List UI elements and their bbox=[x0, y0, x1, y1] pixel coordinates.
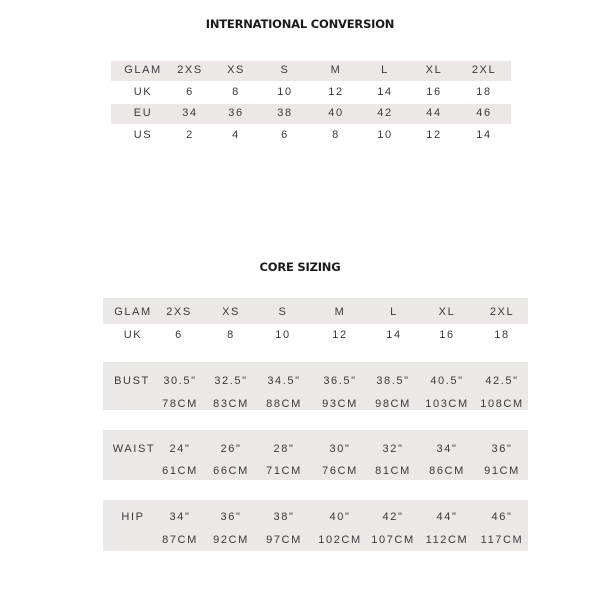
measurement-inches: 38" bbox=[273, 511, 295, 523]
measurement-cm: 76CM bbox=[322, 465, 358, 477]
core-row-label: GLAM bbox=[114, 306, 152, 318]
measurement-inches: 32.5" bbox=[214, 375, 248, 387]
core-header-cell: 6 bbox=[175, 329, 183, 341]
int-row-label: EU bbox=[133, 107, 153, 119]
int-cell: XL bbox=[425, 64, 443, 76]
core-header-cell: 14 bbox=[386, 329, 402, 341]
int-cell: 6 bbox=[186, 86, 194, 98]
int-cell: 16 bbox=[426, 86, 442, 98]
int-row-label: UK bbox=[133, 86, 153, 98]
international-conversion-title: INTERNATIONAL CONVERSION bbox=[205, 17, 395, 31]
int-cell: 18 bbox=[476, 86, 492, 98]
int-cell: M bbox=[330, 64, 342, 76]
measurement-cm: 93CM bbox=[322, 398, 358, 410]
measurement-cm: 112CM bbox=[425, 534, 469, 546]
int-cell: 2 bbox=[186, 129, 194, 141]
int-cell: 44 bbox=[426, 107, 442, 119]
measurement-label: HIP bbox=[121, 511, 145, 523]
int-cell: 36 bbox=[228, 107, 244, 119]
int-cell: 12 bbox=[426, 129, 442, 141]
core-header-cell: S bbox=[278, 306, 288, 318]
core-header-cell: XL bbox=[438, 306, 456, 318]
core-header-cell: M bbox=[334, 306, 346, 318]
measurement-cm: 86CM bbox=[429, 465, 465, 477]
measurement-cm: 71CM bbox=[266, 465, 302, 477]
int-cell: 38 bbox=[277, 107, 293, 119]
int-cell: 6 bbox=[281, 129, 289, 141]
core-header-cell: 18 bbox=[494, 329, 510, 341]
measurement-cm: 78CM bbox=[162, 398, 198, 410]
core-header-cell: 2XS bbox=[166, 306, 192, 318]
measurement-cm: 92CM bbox=[213, 534, 249, 546]
int-row-label: GLAM bbox=[124, 64, 162, 76]
int-cell: 10 bbox=[377, 129, 393, 141]
int-cell: 34 bbox=[182, 107, 198, 119]
measurement-label: BUST bbox=[114, 375, 150, 387]
measurement-cm: 98CM bbox=[375, 398, 411, 410]
int-row-label: US bbox=[133, 129, 153, 141]
measurement-cm: 103CM bbox=[425, 398, 469, 410]
core-sizing-title: CORE SIZING bbox=[259, 260, 341, 274]
measurement-cm: 81CM bbox=[375, 465, 411, 477]
measurement-cm: 102CM bbox=[318, 534, 362, 546]
measurement-inches: 34" bbox=[169, 511, 191, 523]
measurement-inches: 32" bbox=[382, 443, 404, 455]
core-header-cell: XS bbox=[222, 306, 240, 318]
int-cell: 4 bbox=[232, 129, 240, 141]
int-cell: 46 bbox=[476, 107, 492, 119]
int-cell: XS bbox=[227, 64, 245, 76]
core-header-cell: 16 bbox=[439, 329, 455, 341]
measurement-inches: 36.5" bbox=[323, 375, 357, 387]
core-header-cell: L bbox=[390, 306, 398, 318]
int-cell: 14 bbox=[476, 129, 492, 141]
measurement-inches: 46" bbox=[491, 511, 513, 523]
measurement-inches: 40" bbox=[329, 511, 351, 523]
measurement-inches: 30.5" bbox=[163, 375, 197, 387]
int-cell: 2XS bbox=[177, 64, 203, 76]
measurement-inches: 44" bbox=[436, 511, 458, 523]
measurement-cm: 61CM bbox=[162, 465, 198, 477]
int-row-band-glam bbox=[111, 61, 511, 81]
int-cell: 10 bbox=[277, 86, 293, 98]
measurement-inches: 24" bbox=[169, 443, 191, 455]
measurement-inches: 30" bbox=[329, 443, 351, 455]
measurement-inches: 42" bbox=[382, 511, 404, 523]
measurement-cm: 117CM bbox=[480, 534, 524, 546]
int-cell: 14 bbox=[377, 86, 393, 98]
core-header-cell: 2XL bbox=[489, 306, 515, 318]
measurement-inches: 40.5" bbox=[430, 375, 464, 387]
measurement-cm: 108CM bbox=[480, 398, 524, 410]
int-row-band-eu bbox=[111, 104, 511, 124]
core-header-cell: 10 bbox=[275, 329, 291, 341]
measurement-inches: 42.5" bbox=[485, 375, 519, 387]
core-header-cell: 8 bbox=[227, 329, 235, 341]
int-cell: 2XL bbox=[471, 64, 497, 76]
measurement-cm: 88CM bbox=[266, 398, 302, 410]
measurement-inches: 26" bbox=[220, 443, 242, 455]
int-cell: 12 bbox=[328, 86, 344, 98]
core-row-label: UK bbox=[123, 329, 143, 341]
int-cell: 42 bbox=[377, 107, 393, 119]
measurement-inches: 36" bbox=[220, 511, 242, 523]
int-cell: L bbox=[381, 64, 389, 76]
measurement-cm: 107CM bbox=[371, 534, 415, 546]
measurement-cm: 66CM bbox=[213, 465, 249, 477]
measurement-label: WAIST bbox=[112, 443, 156, 455]
measurement-inches: 34" bbox=[436, 443, 458, 455]
int-cell: 40 bbox=[328, 107, 344, 119]
measurement-cm: 91CM bbox=[484, 465, 520, 477]
core-header-cell: 12 bbox=[332, 329, 348, 341]
measurement-inches: 36" bbox=[491, 443, 513, 455]
int-cell: 8 bbox=[332, 129, 340, 141]
measurement-cm: 97CM bbox=[266, 534, 302, 546]
measurement-inches: 28" bbox=[273, 443, 295, 455]
measurement-cm: 87CM bbox=[162, 534, 198, 546]
measurement-inches: 34.5" bbox=[267, 375, 301, 387]
measurement-cm: 83CM bbox=[213, 398, 249, 410]
int-cell: S bbox=[280, 64, 290, 76]
measurement-inches: 38.5" bbox=[376, 375, 410, 387]
int-cell: 8 bbox=[232, 86, 240, 98]
